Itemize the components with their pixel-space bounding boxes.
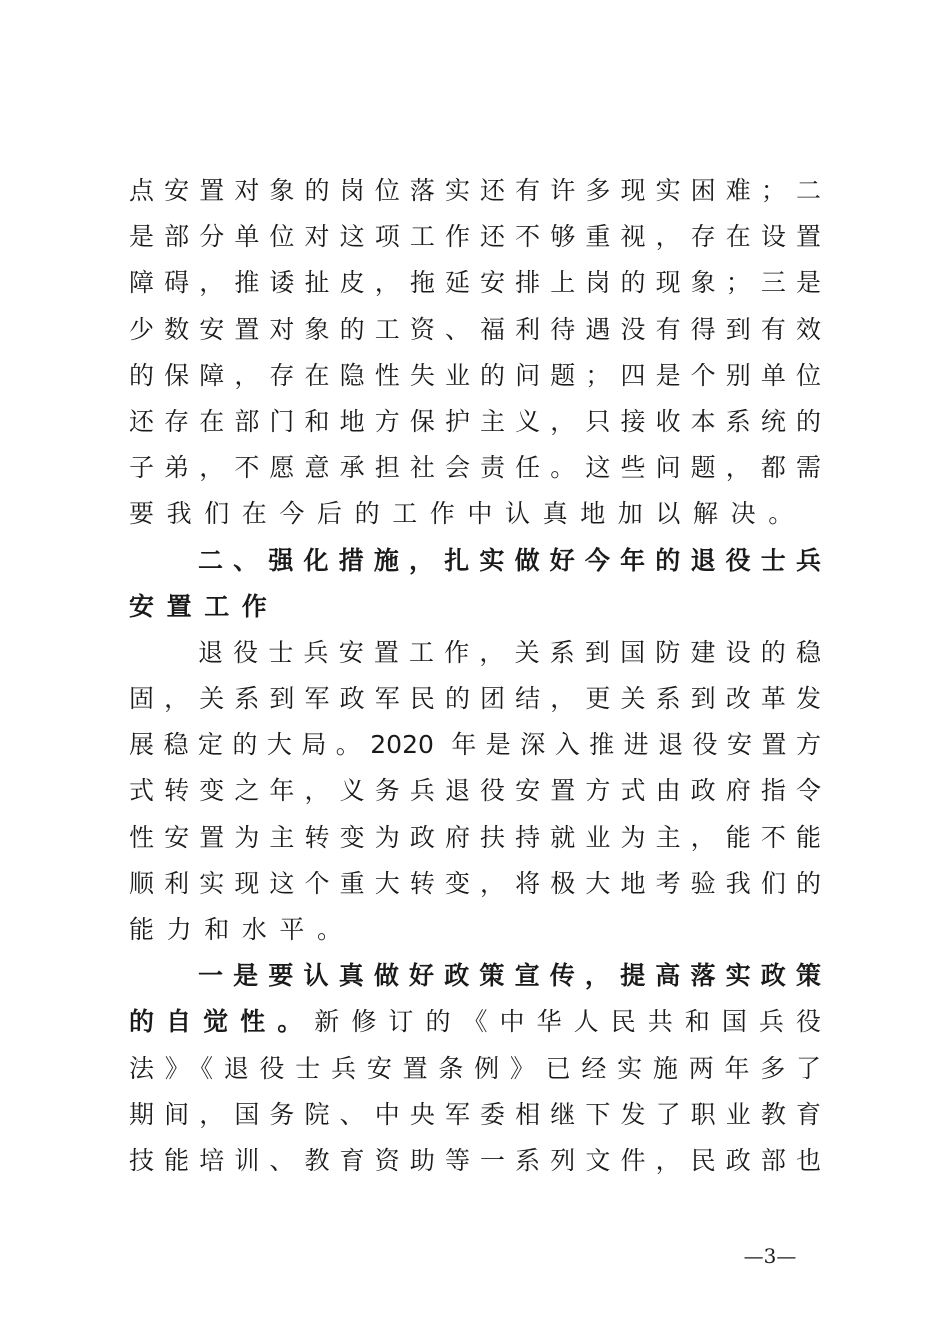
text-line: 能力和水平。 <box>129 915 355 944</box>
page-number: —3— <box>743 1244 797 1268</box>
mixed-line <box>129 999 821 1045</box>
section-heading-continued: 安置工作 <box>129 591 280 621</box>
text-line: 子弟，不愿意承担社会责任。这些问题，都需 <box>129 453 821 483</box>
text-line: 还存在部门和地方保护主义，只接收本系统的 <box>129 406 821 436</box>
text-line: 期间，国务院、中央军委相继下发了职业教育 <box>129 1099 821 1129</box>
text-line: 性安置为主转变为政府扶持就业为主，能不能 <box>129 822 821 852</box>
text-line: 少数安置对象的工资、福利待遇没有得到有效 <box>129 314 821 344</box>
body-text <box>129 168 821 1184</box>
text-line: 技能培训、教育资助等一系列文件，民政部也 <box>129 1145 821 1175</box>
text-line: 点安置对象的岗位落实还有许多现实困难；二 <box>129 176 821 205</box>
text-line: 要我们在今后的工作中认真地加以解决。 <box>129 499 806 529</box>
text-line: 固，关系到军政军民的团结，更关系到改革发 <box>129 684 821 714</box>
text-line: 障碍，推诿扯皮，拖延安排上岗的现象；三是 <box>129 268 821 298</box>
text-span: 新修订的《中华人民共和国兵役 <box>314 1007 821 1037</box>
text-line: 式转变之年，义务兵退役安置方式由政府指令 <box>129 776 821 806</box>
section-heading: 二、强化措施，扎实做好今年的退役士兵 <box>198 545 821 575</box>
text-line: 是部分单位对这项工作还不够重视，存在设置 <box>129 222 821 252</box>
text-line: 顺利实现这个重大转变，将极大地考验我们的 <box>129 868 821 898</box>
subheading-end: 的自觉性。 <box>129 1007 315 1037</box>
paragraph-first-line: 退役士兵安置工作，关系到国防建设的稳 <box>198 637 821 667</box>
text-line: 展稳定的大局。2020 年是深入推进退役安置方 <box>129 730 821 760</box>
subheading-line: 一是要认真做好政策宣传，提高落实政策 <box>198 961 821 991</box>
text-line: 法》《退役士兵安置条例》已经实施两年多了 <box>129 1053 821 1083</box>
text-line: 的保障，存在隐性失业的问题；四是个别单位 <box>129 360 821 390</box>
